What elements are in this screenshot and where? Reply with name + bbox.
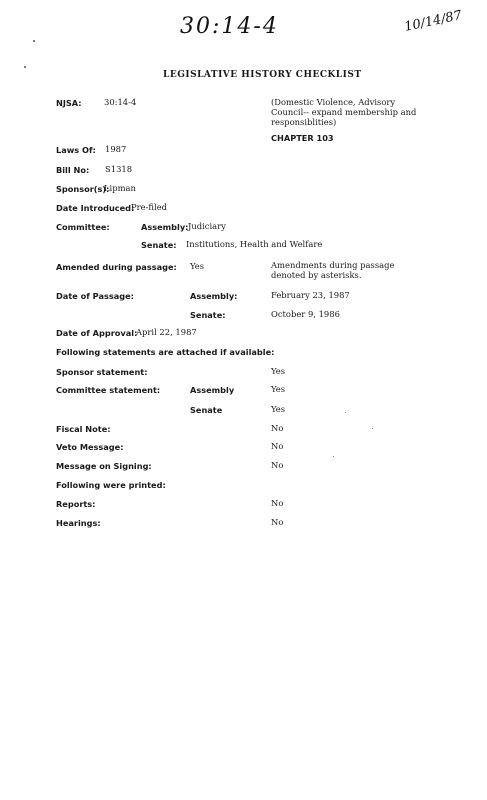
fiscal-note-label: Fiscal Note:	[56, 424, 111, 434]
hearings-label: Hearings:	[56, 518, 101, 528]
hearings-value: No	[271, 517, 284, 527]
passage-assembly-label: Assembly:	[190, 291, 238, 301]
bill-description: (Domestic Violence, Advisory Council-- expand membership and responsiblities)	[271, 97, 417, 127]
njsa-label: NJSA:	[56, 98, 82, 108]
scan-speck	[333, 456, 334, 457]
date-of-approval-value: April 22, 1987	[136, 327, 197, 337]
bill-no-label: Bill No:	[56, 165, 90, 175]
printed-header: Following were printed:	[56, 480, 166, 490]
laws-of-label: Laws Of:	[56, 145, 96, 155]
passage-senate-value: October 9, 1986	[271, 309, 340, 319]
njsa-value: 30:14-4	[104, 97, 137, 107]
fiscal-note-value: No	[271, 423, 284, 433]
committee-statement-assembly-value: Yes	[271, 384, 286, 394]
amended-label: Amended during passage:	[56, 262, 177, 272]
sponsor-value: Lipman	[104, 183, 136, 193]
message-on-signing-label: Message on Signing:	[56, 461, 152, 471]
handwritten-statute-number: 30:14-4	[180, 14, 279, 39]
committee-statement-assembly-label: Assembly	[190, 385, 235, 395]
document-title: LEGISLATIVE HISTORY CHECKLIST	[163, 70, 362, 80]
scan-speck	[345, 412, 346, 413]
committee-statement-label: Committee statement:	[56, 385, 161, 395]
date-introduced-label: Date Introduced:	[56, 203, 135, 213]
amended-value: Yes	[190, 261, 205, 271]
date-introduced-value: Pre-filed	[131, 202, 168, 212]
date-of-passage-label: Date of Passage:	[56, 291, 134, 301]
laws-of-value: 1987	[105, 144, 127, 154]
statements-header: Following statements are attached if available:	[56, 347, 275, 357]
bill-no-value: S1318	[105, 164, 133, 174]
passage-senate-label: Senate:	[190, 310, 226, 320]
committee-label: Committee:	[56, 222, 110, 232]
reports-value: No	[271, 498, 284, 508]
sponsor-statement-label: Sponsor statement:	[56, 367, 148, 377]
sponsor-statement-value: Yes	[271, 366, 286, 376]
veto-message-label: Veto Message:	[56, 442, 124, 452]
chapter-number: CHAPTER 103	[271, 133, 334, 143]
committee-statement-senate-value: Yes	[271, 404, 286, 414]
date-of-approval-label: Date of Approval:	[56, 328, 138, 338]
committee-senate-value: Institutions, Health and Welfare	[186, 239, 323, 249]
veto-message-value: No	[271, 441, 284, 451]
committee-assembly-value: Judiciary	[188, 221, 226, 231]
committee-statement-senate-label: Senate	[190, 405, 223, 415]
passage-assembly-value: February 23, 1987	[271, 290, 350, 300]
scan-speck	[33, 40, 35, 42]
handwritten-date: 10/14/87	[403, 8, 464, 35]
scan-speck	[24, 66, 26, 68]
scan-speck	[372, 428, 373, 429]
reports-label: Reports:	[56, 499, 96, 509]
committee-senate-label: Senate:	[141, 240, 177, 250]
message-on-signing-value: No	[271, 460, 284, 470]
sponsor-label: Sponsor(s):	[56, 184, 110, 194]
amended-note: Amendments during passage denoted by asterisks.	[271, 260, 395, 280]
committee-assembly-label: Assembly:	[141, 222, 189, 232]
